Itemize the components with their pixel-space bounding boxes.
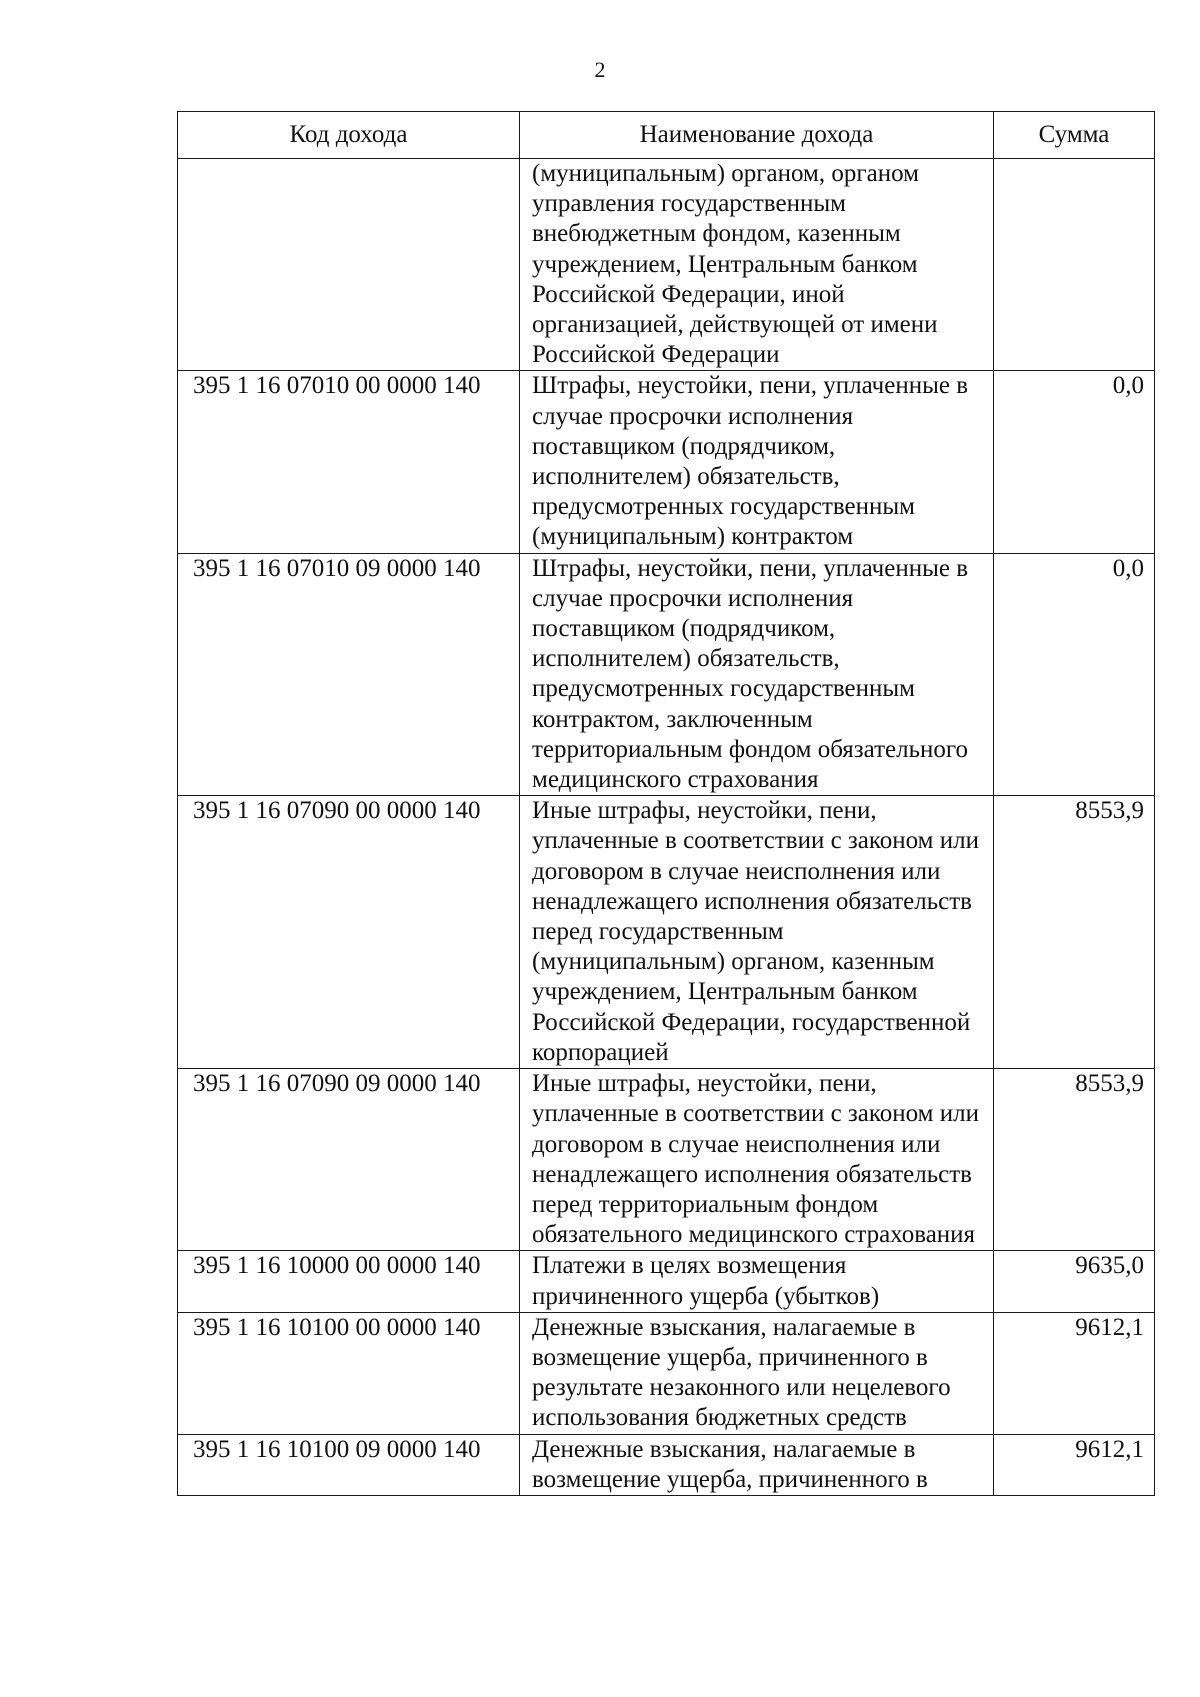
income-sum-cell: 0,0 [994,371,1155,553]
income-code-cell: 395 1 16 10100 00 0000 140 [178,1312,520,1434]
header-code: Код дохода [178,112,520,159]
income-code-cell: 395 1 16 07010 09 0000 140 [178,553,520,796]
income-name-cell: Иные штрафы, неустойки, пени, уплаченные в соответствии с законом или договором в случае неисполнения или ненадлежащего исполнения обязательств перед территориальным фондом обязательного медицинского страхования [520,1069,994,1251]
income-sum-cell: 9612,1 [994,1434,1155,1495]
income-sum-cell: 9612,1 [994,1312,1155,1434]
table-row [178,1251,1155,1312]
income-sum-cell [994,159,1155,371]
income-code-cell: 395 1 16 07090 09 0000 140 [178,1069,520,1251]
income-sum-cell: 8553,9 [994,796,1155,1069]
table-row [178,553,1155,796]
income-sum-cell: 9635,0 [994,1251,1155,1312]
income-table [177,111,1155,1496]
income-name-cell: Денежные взыскания, налагаемые в возмещение ущерба, причиненного в результате незаконного или нецелевого использования бюджетных средств [520,1312,994,1434]
income-name-cell: Денежные взыскания, налагаемые в возмещение ущерба, причиненного в [520,1434,994,1495]
income-code-cell: 395 1 16 07010 00 0000 140 [178,371,520,553]
table-row [178,1312,1155,1434]
income-name-cell: (муниципальным) органом, органом управления государственным внебюджетным фондом, казенным учреждением, Центральным банком Российской Федерации, иной организацией, действующей от имени Российской Федерации [520,159,994,371]
income-code-cell: 395 1 16 10000 00 0000 140 [178,1251,520,1312]
table-row [178,1069,1155,1251]
income-name-cell: Платежи в целях возмещения причиненного ущерба (убытков) [520,1251,994,1312]
income-code-cell: 395 1 16 10100 09 0000 140 [178,1434,520,1495]
income-sum-cell: 8553,9 [994,1069,1155,1251]
income-sum-cell: 0,0 [994,553,1155,796]
table-row [178,371,1155,553]
income-code-cell: 395 1 16 07090 00 0000 140 [178,796,520,1069]
income-name-cell: Штрафы, неустойки, пени, уплаченные в случае просрочки исполнения поставщиком (подрядчиком, исполнителем) обязательств, предусмотренных государственным (муниципальным) контрактом [520,371,994,553]
table-row [178,1434,1155,1495]
table-row [178,796,1155,1069]
income-code-cell [178,159,520,371]
header-name: Наименование дохода [520,112,994,159]
income-name-cell: Штрафы, неустойки, пени, уплаченные в случае просрочки исполнения поставщиком (подрядчиком, исполнителем) обязательств, предусмотренных государственным контрактом, заключенным территориальным фондом обязательного медицинского страхования [520,553,994,796]
income-name-cell: Иные штрафы, неустойки, пени, уплаченные в соответствии с законом или договором в случае неисполнения или ненадлежащего исполнения обязательств перед государственным (муниципальным) органом, казенным учреждением, Центральным банком Российской Федерации, государственной корпорацией [520,796,994,1069]
header-sum: Сумма [994,112,1155,159]
table-row [178,159,1155,371]
page-number: 2 [594,57,606,82]
table-header-row [178,112,1155,159]
